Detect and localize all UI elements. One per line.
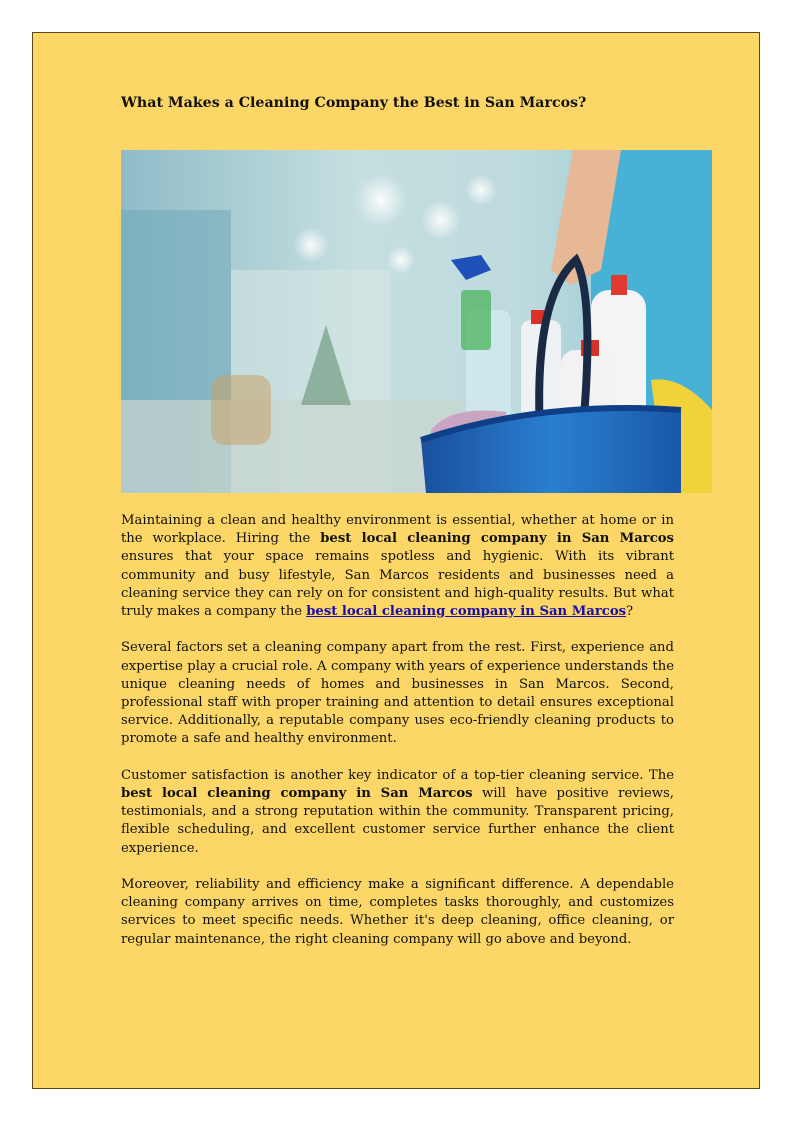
cleaning-supplies-photo xyxy=(121,150,712,493)
document-title: What Makes a Cleaning Company the Best in San Marcos? xyxy=(121,95,587,111)
article-body xyxy=(121,512,674,967)
reliability-paragraph: Moreover, reliability and efficiency make a significant difference. A dependable cleaning company arrives on time, completes tasks thoroughly, and customizes services to meet specific needs. Whether it's deep cleaning, office cleaning, or regular maintenance, the right cleaning company will go above and beyond. xyxy=(121,877,674,947)
factors-paragraph: Several factors set a cleaning company apart from the rest. First, experience and expertise play a crucial role. A company with years of experience understands the unique cleaning needs of homes and businesses in San Marcos. Second, professional staff with proper training and attention to detail ensures exceptional service. Additionally, a reputable company uses eco-friendly cleaning products to promote a safe and healthy environment. xyxy=(121,640,674,747)
paragraph-text: will have positive reviews, testimonials, and a strong reputation within the community. Transparent pricing, flexible scheduling, and excellent customer service further enhance the client experience. xyxy=(121,786,674,856)
cleaning-bucket-illustration xyxy=(121,150,712,493)
document-page xyxy=(32,32,760,1089)
intro-paragraph xyxy=(121,512,674,621)
paragraph-text: ? xyxy=(626,604,634,620)
bold-keyword: best local cleaning company in San Marcos xyxy=(121,786,473,802)
paragraph-text: Customer satisfaction is another key indicator of a top-tier cleaning service. The xyxy=(121,767,674,783)
cleaning-company-link[interactable]: best local cleaning company in San Marcos xyxy=(306,604,627,620)
satisfaction-paragraph xyxy=(121,767,674,858)
paragraph-text: ensures that your space remains spotless and hygienic. With its vibrant community and busy lifestyle, San Marcos residents and businesses need a cleaning service they can rely on for consistent and high-quality results. But what truly makes a company the xyxy=(121,549,674,620)
paragraph-text: Maintaining a clean and healthy environment is essential, whether at home or in the workplace. Hiring the xyxy=(121,513,674,547)
bold-keyword: best local cleaning company in San Marcos xyxy=(320,531,674,547)
